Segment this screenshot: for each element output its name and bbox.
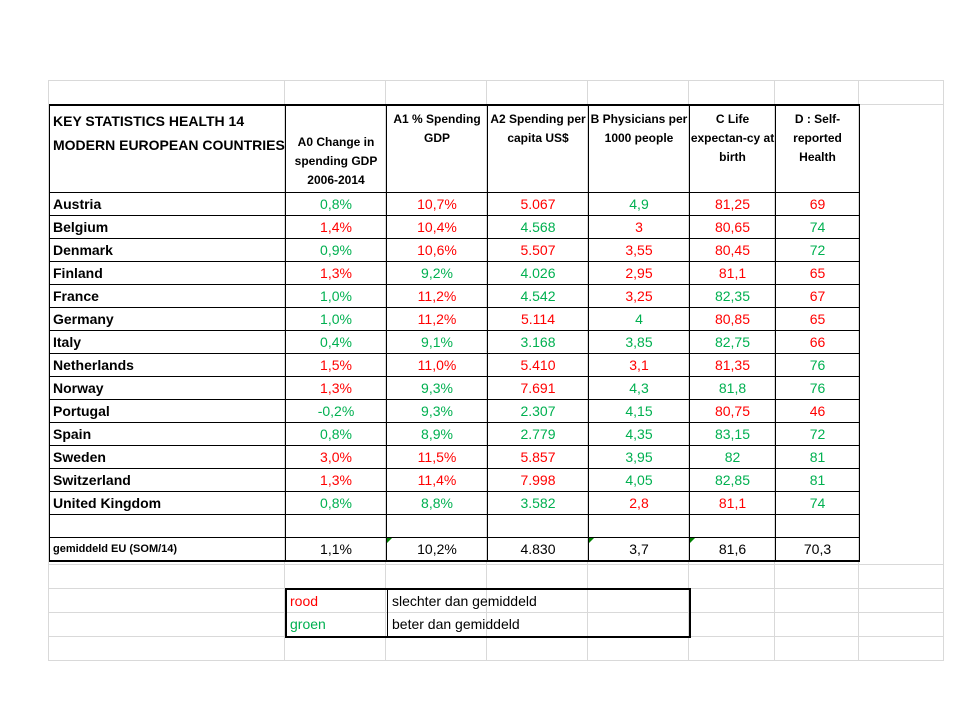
country-name: Italy (50, 331, 286, 354)
country-name: Germany (50, 308, 286, 331)
cell-comment-indicator (387, 538, 392, 543)
cell-b: 4,3 (589, 377, 690, 400)
cell-b: 4,35 (589, 423, 690, 446)
cell-c: 82,85 (690, 469, 776, 492)
average-row (50, 538, 860, 562)
cell-b: 2,95 (589, 262, 690, 285)
table-row (50, 262, 860, 285)
cell-a2: 5.067 (488, 193, 589, 216)
cell-a2: 7.998 (488, 469, 589, 492)
table-row (50, 400, 860, 423)
average-c: 81,6 (690, 538, 776, 562)
cell-a1: 10,7% (387, 193, 488, 216)
average-a2: 4.830 (488, 538, 589, 562)
country-name: Denmark (50, 239, 286, 262)
cell-b: 2,8 (589, 492, 690, 515)
color-legend (285, 588, 691, 638)
cell-a2: 5.507 (488, 239, 589, 262)
cell-c: 80,65 (690, 216, 776, 239)
cell-a2: 4.026 (488, 262, 589, 285)
table-row (50, 469, 860, 492)
cell-d: 81 (776, 446, 860, 469)
country-name: Norway (50, 377, 286, 400)
cell-a0: 0,9% (286, 239, 387, 262)
cell-a0: 1,3% (286, 469, 387, 492)
cell-b: 3,1 (589, 354, 690, 377)
table-row (50, 216, 860, 239)
table-row (50, 308, 860, 331)
cell-a2: 5.114 (488, 308, 589, 331)
average-a1: 10,2% (387, 538, 488, 562)
cell-a1: 11,2% (387, 308, 488, 331)
country-name: Sweden (50, 446, 286, 469)
country-name: United Kingdom (50, 492, 286, 515)
cell-a2: 3.168 (488, 331, 589, 354)
table-row (50, 492, 860, 515)
cell-d: 76 (776, 377, 860, 400)
cell-b: 3,85 (589, 331, 690, 354)
cell-b: 4,15 (589, 400, 690, 423)
cell-b: 4,05 (589, 469, 690, 492)
header-c: C Life expectan-cy at birth (690, 105, 776, 193)
cell-a0: 3,0% (286, 446, 387, 469)
legend-description: beter dan gemiddeld (392, 616, 520, 632)
cell-b: 3,25 (589, 285, 690, 308)
cell-a0: 1,3% (286, 377, 387, 400)
cell-d: 74 (776, 216, 860, 239)
cell-d: 69 (776, 193, 860, 216)
cell-d: 72 (776, 239, 860, 262)
cell-b: 3,95 (589, 446, 690, 469)
cell-c: 81,1 (690, 492, 776, 515)
cell-c: 81,8 (690, 377, 776, 400)
legend-color-word: rood (290, 593, 319, 609)
cell-a1: 9,3% (387, 400, 488, 423)
cell-b: 4 (589, 308, 690, 331)
cell-a0: 0,8% (286, 492, 387, 515)
cell-a0: 0,4% (286, 331, 387, 354)
cell-b: 3 (589, 216, 690, 239)
legend-row-green (287, 613, 689, 636)
header-a0: A0 Change in spending GDP 2006-2014 (286, 105, 387, 193)
cell-a0: 1,3% (286, 262, 387, 285)
cell-a2: 4.542 (488, 285, 589, 308)
cell-a2: 3.582 (488, 492, 589, 515)
cell-a1: 8,8% (387, 492, 488, 515)
average-label: gemiddeld EU (SOM/14) (50, 538, 286, 562)
cell-a1: 11,5% (387, 446, 488, 469)
average-a0: 1,1% (286, 538, 387, 562)
cell-d: 67 (776, 285, 860, 308)
cell-a2: 2.779 (488, 423, 589, 446)
table-row (50, 446, 860, 469)
cell-d: 66 (776, 331, 860, 354)
table-row (50, 354, 860, 377)
country-name: Finland (50, 262, 286, 285)
cell-comment-indicator (690, 538, 695, 543)
cell-c: 82 (690, 446, 776, 469)
average-d: 70,3 (776, 538, 860, 562)
country-name: Spain (50, 423, 286, 446)
cell-c: 81,25 (690, 193, 776, 216)
cell-a0: -0,2% (286, 400, 387, 423)
cell-a1: 8,9% (387, 423, 488, 446)
cell-c: 80,85 (690, 308, 776, 331)
cell-a2: 5.410 (488, 354, 589, 377)
table-row (50, 285, 860, 308)
legend-color-word: groen (290, 616, 326, 632)
country-name: Austria (50, 193, 286, 216)
cell-d: 46 (776, 400, 860, 423)
cell-c: 80,45 (690, 239, 776, 262)
cell-d: 65 (776, 308, 860, 331)
country-name: Portugal (50, 400, 286, 423)
header-row (50, 105, 860, 193)
country-name: Switzerland (50, 469, 286, 492)
table-row (50, 239, 860, 262)
cell-a0: 1,0% (286, 308, 387, 331)
health-statistics-table (49, 104, 860, 562)
cell-a1: 9,1% (387, 331, 488, 354)
cell-a2: 7.691 (488, 377, 589, 400)
cell-c: 82,75 (690, 331, 776, 354)
cell-a2: 2.307 (488, 400, 589, 423)
cell-c: 81,1 (690, 262, 776, 285)
average-b: 3,7 (589, 538, 690, 562)
cell-d: 74 (776, 492, 860, 515)
cell-a0: 0,8% (286, 193, 387, 216)
cell-a1: 9,2% (387, 262, 488, 285)
header-b: B Physicians per 1000 people (589, 105, 690, 193)
country-name: Netherlands (50, 354, 286, 377)
legend-row-red (287, 590, 689, 613)
cell-d: 76 (776, 354, 860, 377)
cell-a1: 11,0% (387, 354, 488, 377)
cell-d: 81 (776, 469, 860, 492)
cell-c: 81,35 (690, 354, 776, 377)
cell-a1: 10,6% (387, 239, 488, 262)
cell-d: 65 (776, 262, 860, 285)
cell-c: 80,75 (690, 400, 776, 423)
header-a1: A1 % Spending GDP (387, 105, 488, 193)
cell-a1: 11,2% (387, 285, 488, 308)
cell-a1: 9,3% (387, 377, 488, 400)
cell-c: 83,15 (690, 423, 776, 446)
table-row (50, 377, 860, 400)
country-name: France (50, 285, 286, 308)
cell-a0: 1,0% (286, 285, 387, 308)
cell-d: 72 (776, 423, 860, 446)
legend-description: slechter dan gemiddeld (392, 593, 537, 609)
cell-a0: 1,4% (286, 216, 387, 239)
table-row (50, 331, 860, 354)
cell-a0: 0,8% (286, 423, 387, 446)
cell-b: 3,55 (589, 239, 690, 262)
header-a2: A2 Spending per capita US$ (488, 105, 589, 193)
cell-a1: 11,4% (387, 469, 488, 492)
header-d: D : Self-reported Health (776, 105, 860, 193)
cell-b: 4,9 (589, 193, 690, 216)
cell-a2: 5.857 (488, 446, 589, 469)
cell-a1: 10,4% (387, 216, 488, 239)
cell-c: 82,35 (690, 285, 776, 308)
cell-comment-indicator (589, 538, 594, 543)
country-name: Belgium (50, 216, 286, 239)
table-row (50, 193, 860, 216)
cell-a2: 4.568 (488, 216, 589, 239)
cell-a0: 1,5% (286, 354, 387, 377)
blank-row (50, 515, 860, 538)
table-row (50, 423, 860, 446)
table-title: KEY STATISTICS HEALTH 14 MODERN EUROPEAN COUNTRIES (50, 105, 286, 193)
